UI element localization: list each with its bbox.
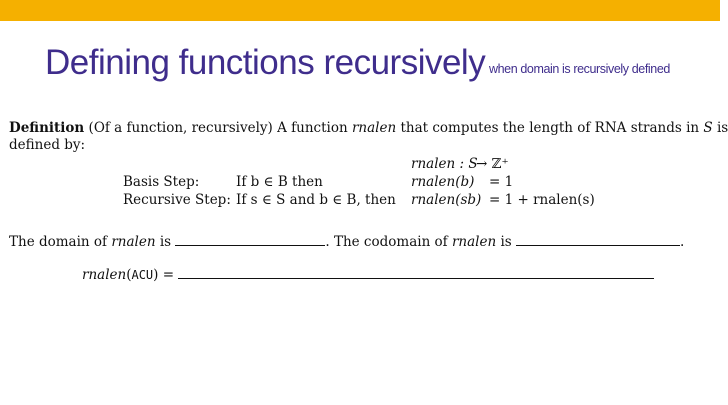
codomain-function-name: rnalen [451, 234, 497, 250]
set-s: S [703, 120, 713, 136]
definition-middle: that computes the length of RNA strands in [396, 120, 704, 136]
recursive-step-lhs: rnalen(sb) [411, 192, 482, 208]
domain-prefix: The domain of [9, 234, 112, 250]
recursive-step-condition: If s ∈ S and b ∈ B, then [236, 192, 396, 208]
recursive-step-label: Recursive Step: [123, 192, 231, 208]
signature-rhs: → ℤ⁺ [476, 156, 509, 172]
codomain-prefix: . The codomain of [325, 234, 452, 250]
definition-end: is [712, 120, 728, 136]
domain-is: is [155, 234, 172, 250]
codomain-is: is [496, 234, 512, 250]
definition-intro: (Of a function, recursively) A function [88, 120, 352, 136]
codomain-answer-blank[interactable] [516, 233, 680, 246]
definition-term: Definition [9, 120, 85, 136]
domain-question-line [9, 233, 684, 251]
function-name: rnalen [351, 120, 397, 136]
signature-lhs: rnalen : S [411, 156, 478, 172]
basis-step-rhs: = 1 [489, 174, 514, 190]
evaluation-answer-blank[interactable] [178, 266, 654, 279]
slide-subtitle: when domain is recursively defined [489, 62, 670, 76]
domain-answer-blank[interactable] [175, 233, 325, 246]
basis-step-condition: If b ∈ B then [236, 174, 323, 190]
definition-line-1 [9, 120, 728, 137]
basis-step-lhs: rnalen(b) [411, 174, 475, 190]
eval-function-name: rnalen [82, 267, 127, 283]
eval-equals: ) = [153, 267, 175, 283]
question-end: . [680, 234, 685, 250]
domain-function-name: rnalen [111, 234, 156, 250]
eval-argument: ACU [131, 268, 154, 282]
basis-step-label: Basis Step: [123, 174, 200, 190]
recursive-step-rhs: = 1 + rnalen(s) [489, 192, 595, 208]
evaluation-line: rnalen(ACU) = [82, 266, 654, 284]
slide-title: Defining functions recursively [45, 43, 486, 82]
definition-line-2: defined by: [9, 137, 86, 153]
